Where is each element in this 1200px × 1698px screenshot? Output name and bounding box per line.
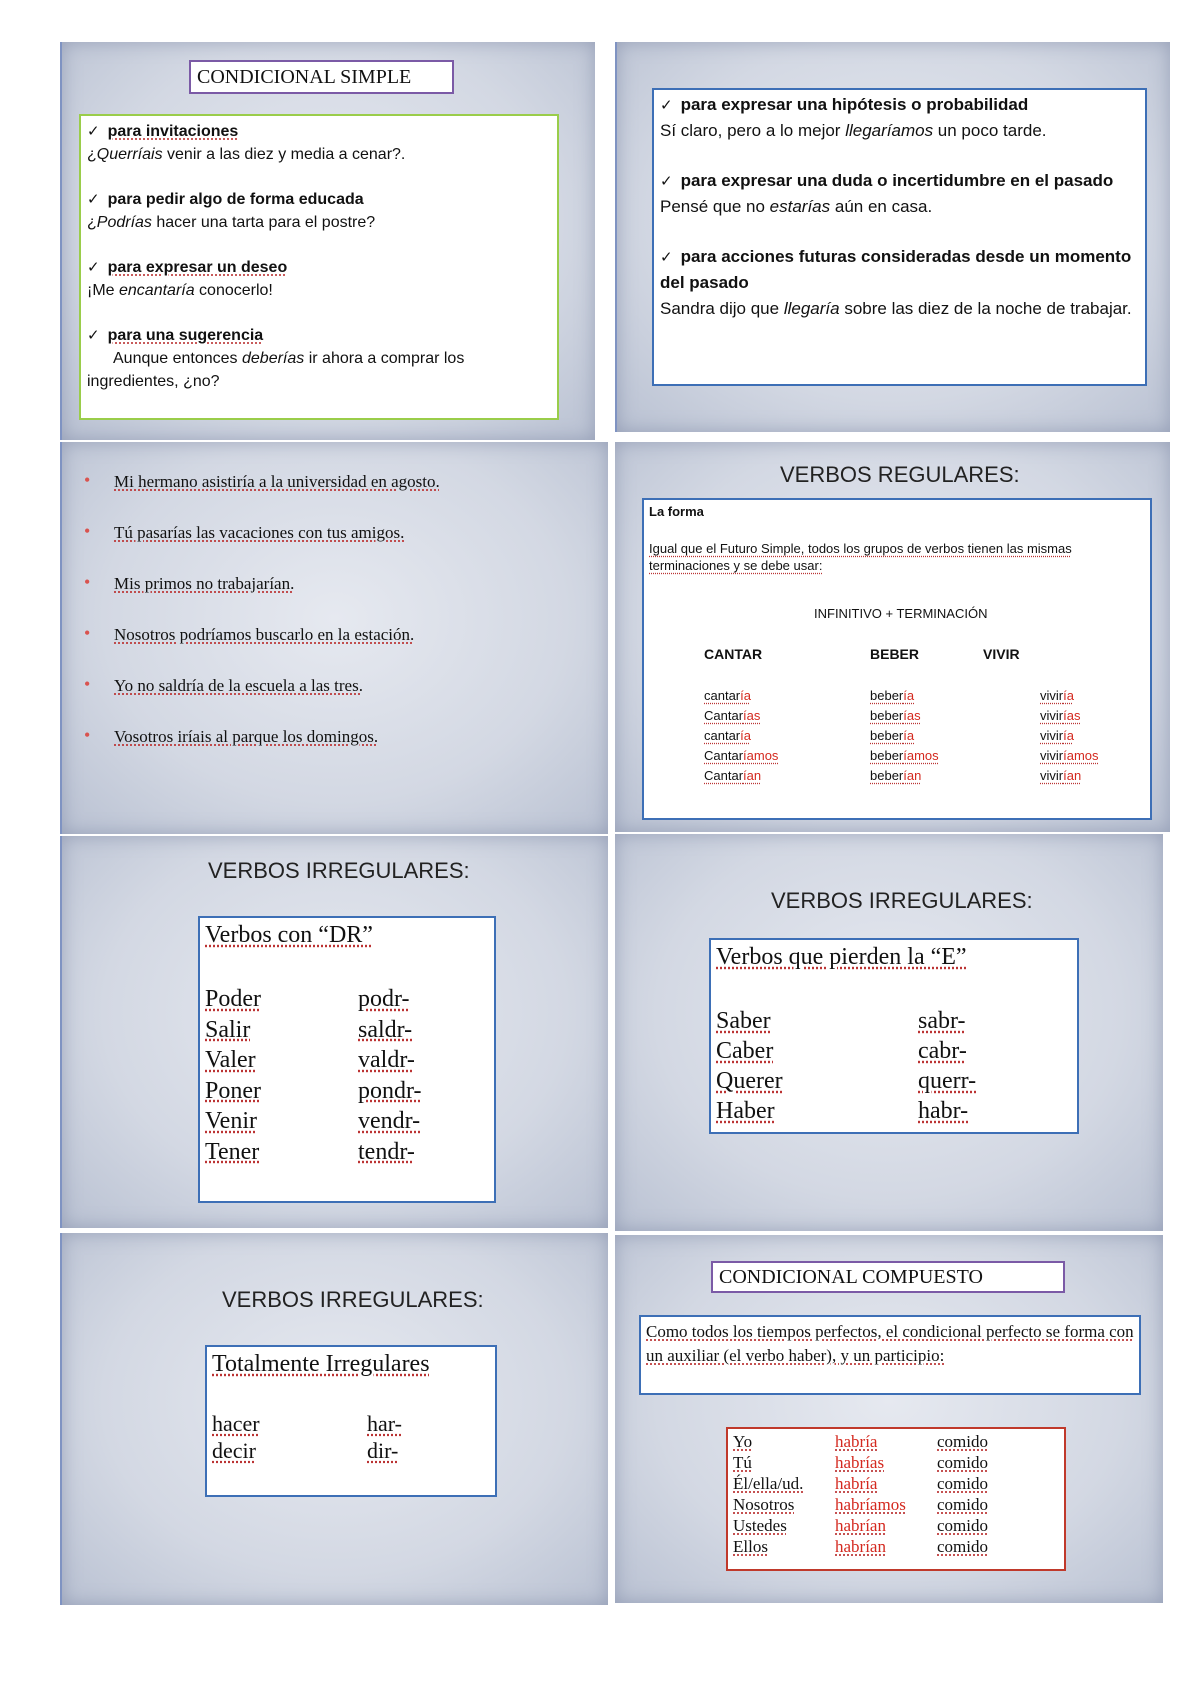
check-icon: ✓ [660,172,673,190]
pronoun: Yo [733,1432,753,1451]
use-label: para expresar una hipótesis o probabilidad [680,95,1029,114]
sentence-text: Yo no saldría de la escuela a las tres. [114,676,363,695]
uses-box [79,114,559,420]
slide-verbos-irregulares-e [615,834,1163,1231]
box-title: Verbos con “DR” [205,922,373,948]
irregular-verbs-box [205,1345,497,1497]
example-verb: Podrías [96,214,152,231]
use-item [87,324,551,393]
conjugated-form [870,706,939,726]
use-example [87,347,551,393]
example-text: ¿ [87,146,97,163]
verb-ending: ían [1063,768,1082,783]
use-example [660,194,1139,220]
slide-verbos-irregulares-dr [60,836,608,1228]
use-item [87,120,551,166]
auxiliary: habrían [835,1516,886,1535]
check-icon: ✓ [87,326,100,344]
use-label: para invitaciones [107,123,239,140]
example-text: venir a las diez y media a cenar?. [162,146,406,163]
example-verb: encantaría [119,282,195,299]
pronoun: Tú [733,1453,752,1472]
example-verb: llegaríamos [845,121,934,140]
conjugated-form [704,766,778,786]
stem: habr- [918,1098,969,1124]
infinitive: Poder [205,986,261,1012]
stem: pondr- [358,1077,422,1104]
infinitive: Valer [205,1047,256,1073]
example-verb: llegaría [783,299,840,318]
use-label: para expresar una duda o incertidumbre en el pasado [680,171,1114,190]
example-text: sobre las diez de la noche de trabajar. [839,299,1132,318]
intro-text: Como todos los tiempos perfectos, el condicional perfecto se forma con un auxiliar (el verbo haber), y un participio: [646,1322,1134,1365]
infinitive: Haber [716,1098,775,1124]
stem: vendr- [358,1108,421,1134]
sentence-text: Tú pasarías las vacaciones con tus amigos. [114,523,405,542]
verb-ending: ía [903,728,915,743]
verb-ending: ían [743,768,762,783]
example-text: Sí claro, pero a lo mejor [660,121,846,140]
verb-stem: beber [870,768,904,783]
verb-ending: ía [740,688,751,703]
example-verb: Querríais [96,146,163,163]
verb-row [212,1438,497,1465]
conjugation-column-vivir [1040,686,1099,786]
example-text: Sandra dijo que [660,299,784,318]
use-example [87,211,551,234]
use-label: para pedir algo de forma educada [107,191,364,208]
stem: tendr- [358,1138,415,1165]
infinitive: hacer [212,1411,260,1436]
sentence-text: Nosotros podríamos buscarlo en la estación. [114,625,415,644]
slide-verbos-totalmente-irregulares [60,1233,608,1605]
participle: comido [937,1453,988,1472]
check-icon: ✓ [660,248,673,266]
example-text: Aunque entonces [113,350,242,367]
compound-conjugation-rows [733,1432,1063,1558]
verb-stem: beber [870,728,904,743]
verb-row [205,1078,495,1109]
stem: podr- [358,986,410,1012]
conjugated-form [1040,686,1099,706]
auxiliary: habría [835,1474,878,1493]
slide-condicional-simple-more-uses [615,42,1170,432]
conjugation-row [733,1453,1063,1474]
slide-title: CONDICIONAL COMPUESTO [719,1266,983,1288]
participle: comido [937,1537,988,1556]
conjugated-form [870,746,939,766]
example-text: Pensé que no [660,197,770,216]
check-icon: ✓ [87,122,100,140]
slide-condicional-simple-uses [60,42,595,440]
more-uses-list [660,92,1139,322]
conjugated-form [704,746,778,766]
use-label-line [660,244,1139,296]
sentence-text: Mi hermano asistiría a la universidad en agosto. [114,472,440,491]
verb-ending: ían [903,768,922,783]
use-label: para acciones futuras consideradas desde un momento del pasado [660,247,1132,292]
example-text: un poco tarde. [933,121,1047,140]
verb-row [205,986,495,1017]
sentence-item [84,676,594,727]
verb-row [205,1108,495,1139]
use-label-line [87,324,551,347]
verb-row [716,1068,1076,1098]
example-text: conocerlo! [194,282,273,299]
slide-title: VERBOS IRREGULARES: [771,888,1033,913]
use-item [660,92,1139,144]
sentence-list [84,472,594,778]
example-text: ¿ [87,214,97,231]
conjugation-row [733,1432,1063,1453]
example-text: ¡Me [87,282,119,299]
infinitive: Tener [205,1138,260,1165]
conjugated-form [1040,746,1099,766]
conjugation-column-cantar [704,686,778,786]
conjugation-row [733,1495,1063,1516]
conjugated-form [1040,706,1099,726]
infinitive: Saber [716,1008,771,1034]
e-verbs-box [709,938,1079,1134]
verb-ending: ía [1063,688,1074,703]
verb-stem: vivir [1040,688,1064,703]
stem: cabr- [918,1038,967,1064]
verb-row [205,1047,495,1078]
conjugation-row [733,1516,1063,1537]
conjugated-form [1040,726,1099,746]
verb-row [716,1098,1076,1128]
sentence-item [84,472,594,523]
header-vivir: VIVIR [983,646,1020,662]
stem: har- [367,1411,402,1436]
verb-stem: Cantar [704,768,744,783]
compound-conjugation-box [726,1427,1066,1571]
verb-stem: vivir [1040,708,1064,723]
use-label-line [660,92,1139,118]
use-label-line [87,188,551,211]
verb-stem: vivir [1040,748,1064,763]
box-subtitle: La forma [649,504,704,519]
verb-stem: beber [870,688,904,703]
participle: comido [937,1516,988,1535]
infinitive: Venir [205,1108,257,1134]
infinitive: Querer [716,1068,783,1094]
infinitive: Caber [716,1038,774,1064]
verb-ending: ía [903,688,915,703]
use-example [87,143,551,166]
conjugation-row [733,1537,1063,1558]
check-icon: ✓ [660,96,673,114]
stem: saldr- [358,1016,413,1043]
check-icon: ✓ [87,190,100,208]
box-title: Verbos que pierden la “E” [716,944,967,970]
example-text: ir ahora a comprar los ingredientes, ¿no? [87,350,465,390]
slide-condicional-compuesto [615,1235,1163,1603]
use-label: para expresar un deseo [107,259,288,276]
infinitive: decir [212,1438,256,1463]
verb-ending: íamos [743,748,779,763]
use-example [87,279,551,302]
use-label-line [87,120,551,143]
slide-title-box [711,1261,1065,1293]
slide-title: CONDICIONAL SIMPLE [197,66,412,88]
conjugated-form [870,686,939,706]
conjugated-form [704,706,778,726]
infinitive: Poner [205,1077,261,1104]
verb-row [212,1411,497,1438]
use-label-line [660,168,1139,194]
header-cantar: CANTAR [704,646,763,662]
slide-verbos-regulares [615,442,1170,832]
conjugated-form [870,726,939,746]
slide-title-box [189,60,454,94]
use-label-line [87,256,551,279]
sentence-item [84,523,594,574]
auxiliary: habrías [835,1453,885,1472]
example-text: hacer una tarta para el postre? [151,214,376,231]
pronoun: Nosotros [733,1495,795,1514]
sentence-item [84,727,594,778]
conjugated-form [870,766,939,786]
participle: comido [937,1474,988,1493]
stem: valdr- [358,1047,415,1073]
formula-text: INFINITIVO + TERMINACIÓN [814,606,988,621]
verb-row [716,1008,1076,1038]
regular-verbs-box [642,498,1152,820]
conjugated-form [704,726,778,746]
verb-row [716,1038,1076,1068]
conjugation-column-beber [870,686,939,786]
participle: comido [937,1432,988,1451]
verb-ending: ías [743,708,761,723]
verb-stem: vivir [1040,728,1064,743]
example-text: aún en casa. [830,197,933,216]
participle: comido [937,1495,988,1514]
verb-stem: beber [870,748,904,763]
conjugated-form [1040,766,1099,786]
slide-example-sentences [60,442,608,834]
verb-stem: Cantar [704,748,744,763]
use-label: para una sugerencia [107,327,264,344]
conjugated-form [704,686,778,706]
verb-row [205,1139,495,1170]
sentence-text: Mis primos no trabajarían. [114,574,295,593]
use-item [87,188,551,234]
check-icon: ✓ [87,258,100,276]
verb-stem: vivir [1040,768,1064,783]
uses-list [87,120,551,393]
stem: querr- [918,1068,977,1094]
sentence-item [84,625,594,676]
use-example [660,118,1139,144]
auxiliary: habría [835,1432,878,1451]
verb-ending: ías [903,708,921,723]
sentence-text: Vosotros iríais al parque los domingos. [114,727,379,746]
pronoun: Él/ella/ud. [733,1474,804,1493]
infinitive: Salir [205,1016,251,1043]
verb-stem: cantar [704,728,741,743]
pronoun: Ustedes [733,1516,787,1535]
verb-ending: íamos [1063,748,1099,763]
box-title: Totalmente Irregulares [212,1351,430,1377]
verb-row [205,1017,495,1048]
auxiliary: habríamos [835,1495,906,1514]
dr-verbs-box [198,916,496,1203]
header-beber: BEBER [870,646,920,662]
verb-stem: beber [870,708,904,723]
e-verb-rows [716,1008,1076,1128]
more-uses-box [652,88,1147,386]
use-item [660,244,1139,322]
verb-ending: íamos [903,748,939,763]
slide-title: VERBOS IRREGULARES: [222,1287,484,1312]
example-verb: deberías [242,350,305,367]
intro-text: Igual que el Futuro Simple, todos los grupos de verbos tienen las mismas terminaciones y se debe usar: [649,541,1072,573]
slide-title: VERBOS REGULARES: [780,462,1020,487]
pronoun: Ellos [733,1537,768,1556]
verb-ending: ías [1063,708,1081,723]
example-verb: estarías [769,197,831,216]
verb-ending: ía [1063,728,1074,743]
irregular-verb-rows [212,1411,497,1465]
use-example [660,296,1139,322]
verb-ending: ía [740,728,751,743]
slide-title: VERBOS IRREGULARES: [208,858,470,883]
use-item [660,168,1139,220]
auxiliary: habrían [835,1537,886,1556]
intro-box [639,1315,1141,1395]
verb-stem: cantar [704,688,741,703]
stem: sabr- [918,1008,966,1034]
stem: dir- [367,1438,399,1463]
dr-verb-rows [205,986,495,1169]
use-item [87,256,551,302]
conjugation-row [733,1474,1063,1495]
sentence-item [84,574,594,625]
verb-stem: Cantar [704,708,744,723]
